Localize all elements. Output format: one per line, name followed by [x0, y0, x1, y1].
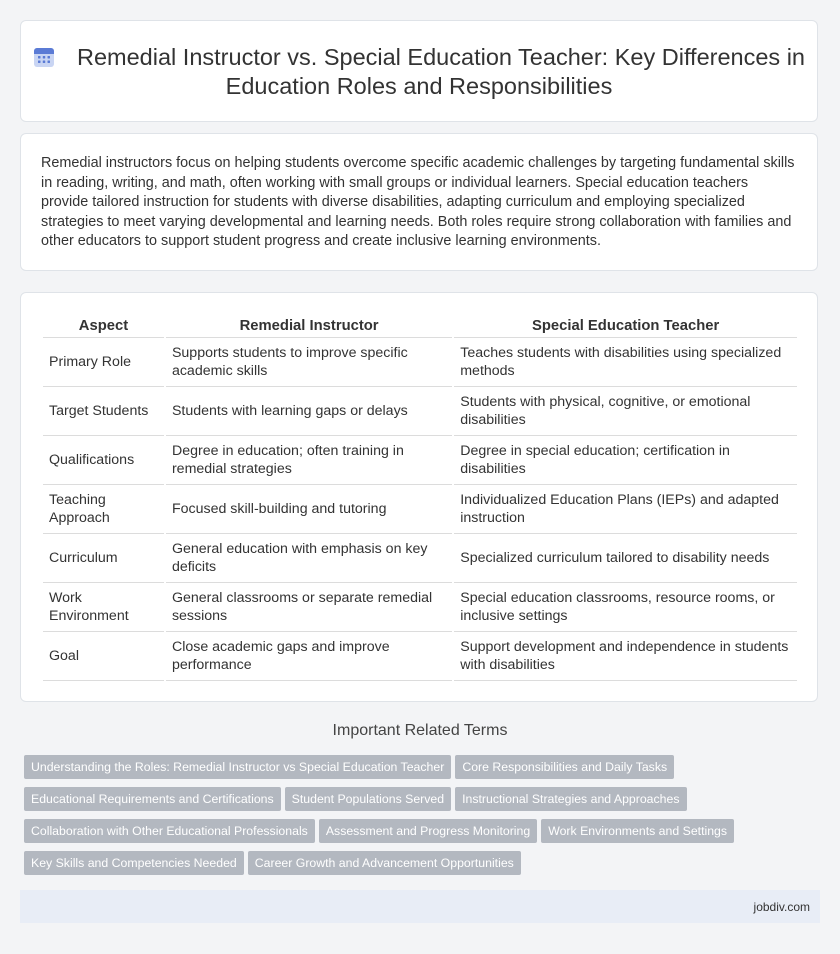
related-term-tag[interactable]: Collaboration with Other Educational Professionals — [24, 819, 315, 843]
remedial-cell: Students with learning gaps or delays — [166, 387, 452, 436]
special-ed-cell: Support development and independence in students with disabilities — [454, 632, 797, 681]
aspect-cell: Primary Role — [43, 338, 164, 387]
aspect-cell: Teaching Approach — [43, 485, 164, 534]
table-row — [43, 583, 797, 632]
page-title-text: Remedial Instructor vs. Special Education Teacher: Key Differences in Education Roles and Responsibilities — [77, 44, 805, 99]
table-row — [43, 485, 797, 534]
page-title — [21, 43, 817, 101]
comparison-table — [41, 315, 799, 681]
related-term-tag[interactable]: Key Skills and Competencies Needed — [24, 851, 244, 875]
aspect-cell: Goal — [43, 632, 164, 681]
footer — [20, 890, 820, 923]
special-ed-cell: Special education classrooms, resource rooms, or inclusive settings — [454, 583, 797, 632]
remedial-cell: General classrooms or separate remedial sessions — [166, 583, 452, 632]
header-remedial-instructor: Remedial Instructor — [166, 315, 452, 338]
related-term-tag[interactable]: Understanding the Roles: Remedial Instructor vs Special Education Teacher — [24, 755, 451, 779]
related-term-tag[interactable]: Career Growth and Advancement Opportunities — [248, 851, 521, 875]
header-special-education-teacher: Special Education Teacher — [454, 315, 797, 338]
table-row — [43, 338, 797, 387]
remedial-cell: Degree in education; often training in remedial strategies — [166, 436, 452, 485]
table-row — [43, 632, 797, 681]
special-ed-cell: Specialized curriculum tailored to disability needs — [454, 534, 797, 583]
table-row — [43, 387, 797, 436]
special-ed-cell: Teaches students with disabilities using specialized methods — [454, 338, 797, 387]
intro-card — [20, 133, 818, 271]
related-term-tag[interactable]: Work Environments and Settings — [541, 819, 734, 843]
comparison-table-card — [20, 292, 818, 702]
special-ed-cell: Students with physical, cognitive, or emotional disabilities — [454, 387, 797, 436]
aspect-cell: Curriculum — [43, 534, 164, 583]
related-term-tag[interactable]: Instructional Strategies and Approaches — [455, 787, 686, 811]
remedial-cell: Close academic gaps and improve performance — [166, 632, 452, 681]
calendar-icon — [33, 46, 55, 68]
related-term-tag[interactable]: Educational Requirements and Certifications — [24, 787, 281, 811]
remedial-cell: General education with emphasis on key deficits — [166, 534, 452, 583]
remedial-cell: Supports students to improve specific academic skills — [166, 338, 452, 387]
title-card — [20, 20, 818, 122]
table-row — [43, 436, 797, 485]
aspect-cell: Target Students — [43, 387, 164, 436]
related-term-tag[interactable]: Student Populations Served — [285, 787, 451, 811]
aspect-cell: Work Environment — [43, 583, 164, 632]
special-ed-cell: Degree in special education; certification in disabilities — [454, 436, 797, 485]
related-term-tag[interactable]: Assessment and Progress Monitoring — [319, 819, 537, 843]
related-term-tag[interactable]: Core Responsibilities and Daily Tasks — [455, 755, 674, 779]
header-aspect: Aspect — [43, 315, 164, 338]
table-row — [43, 534, 797, 583]
remedial-cell: Focused skill-building and tutoring — [166, 485, 452, 534]
table-header-row — [43, 315, 797, 338]
intro-paragraph: Remedial instructors focus on helping students overcome specific academic challenges by targeting fundamental skills in reading, writing, and math, often working with small groups or individual learners. Special education teachers provide tailored instruction for students with diverse disabilities, adapting curriculum and employing specialized strategies to meet varying developmental and learning needs. Both roles require strong collaboration with families and other educators to support student progress and create inclusive learning environments. — [41, 155, 795, 249]
related-terms-heading: Important Related Terms — [332, 722, 508, 739]
special-ed-cell: Individualized Education Plans (IEPs) and adapted instruction — [454, 485, 797, 534]
footer-site-link[interactable]: jobdiv.com — [753, 900, 810, 914]
related-terms-list — [24, 755, 804, 883]
aspect-cell: Qualifications — [43, 436, 164, 485]
